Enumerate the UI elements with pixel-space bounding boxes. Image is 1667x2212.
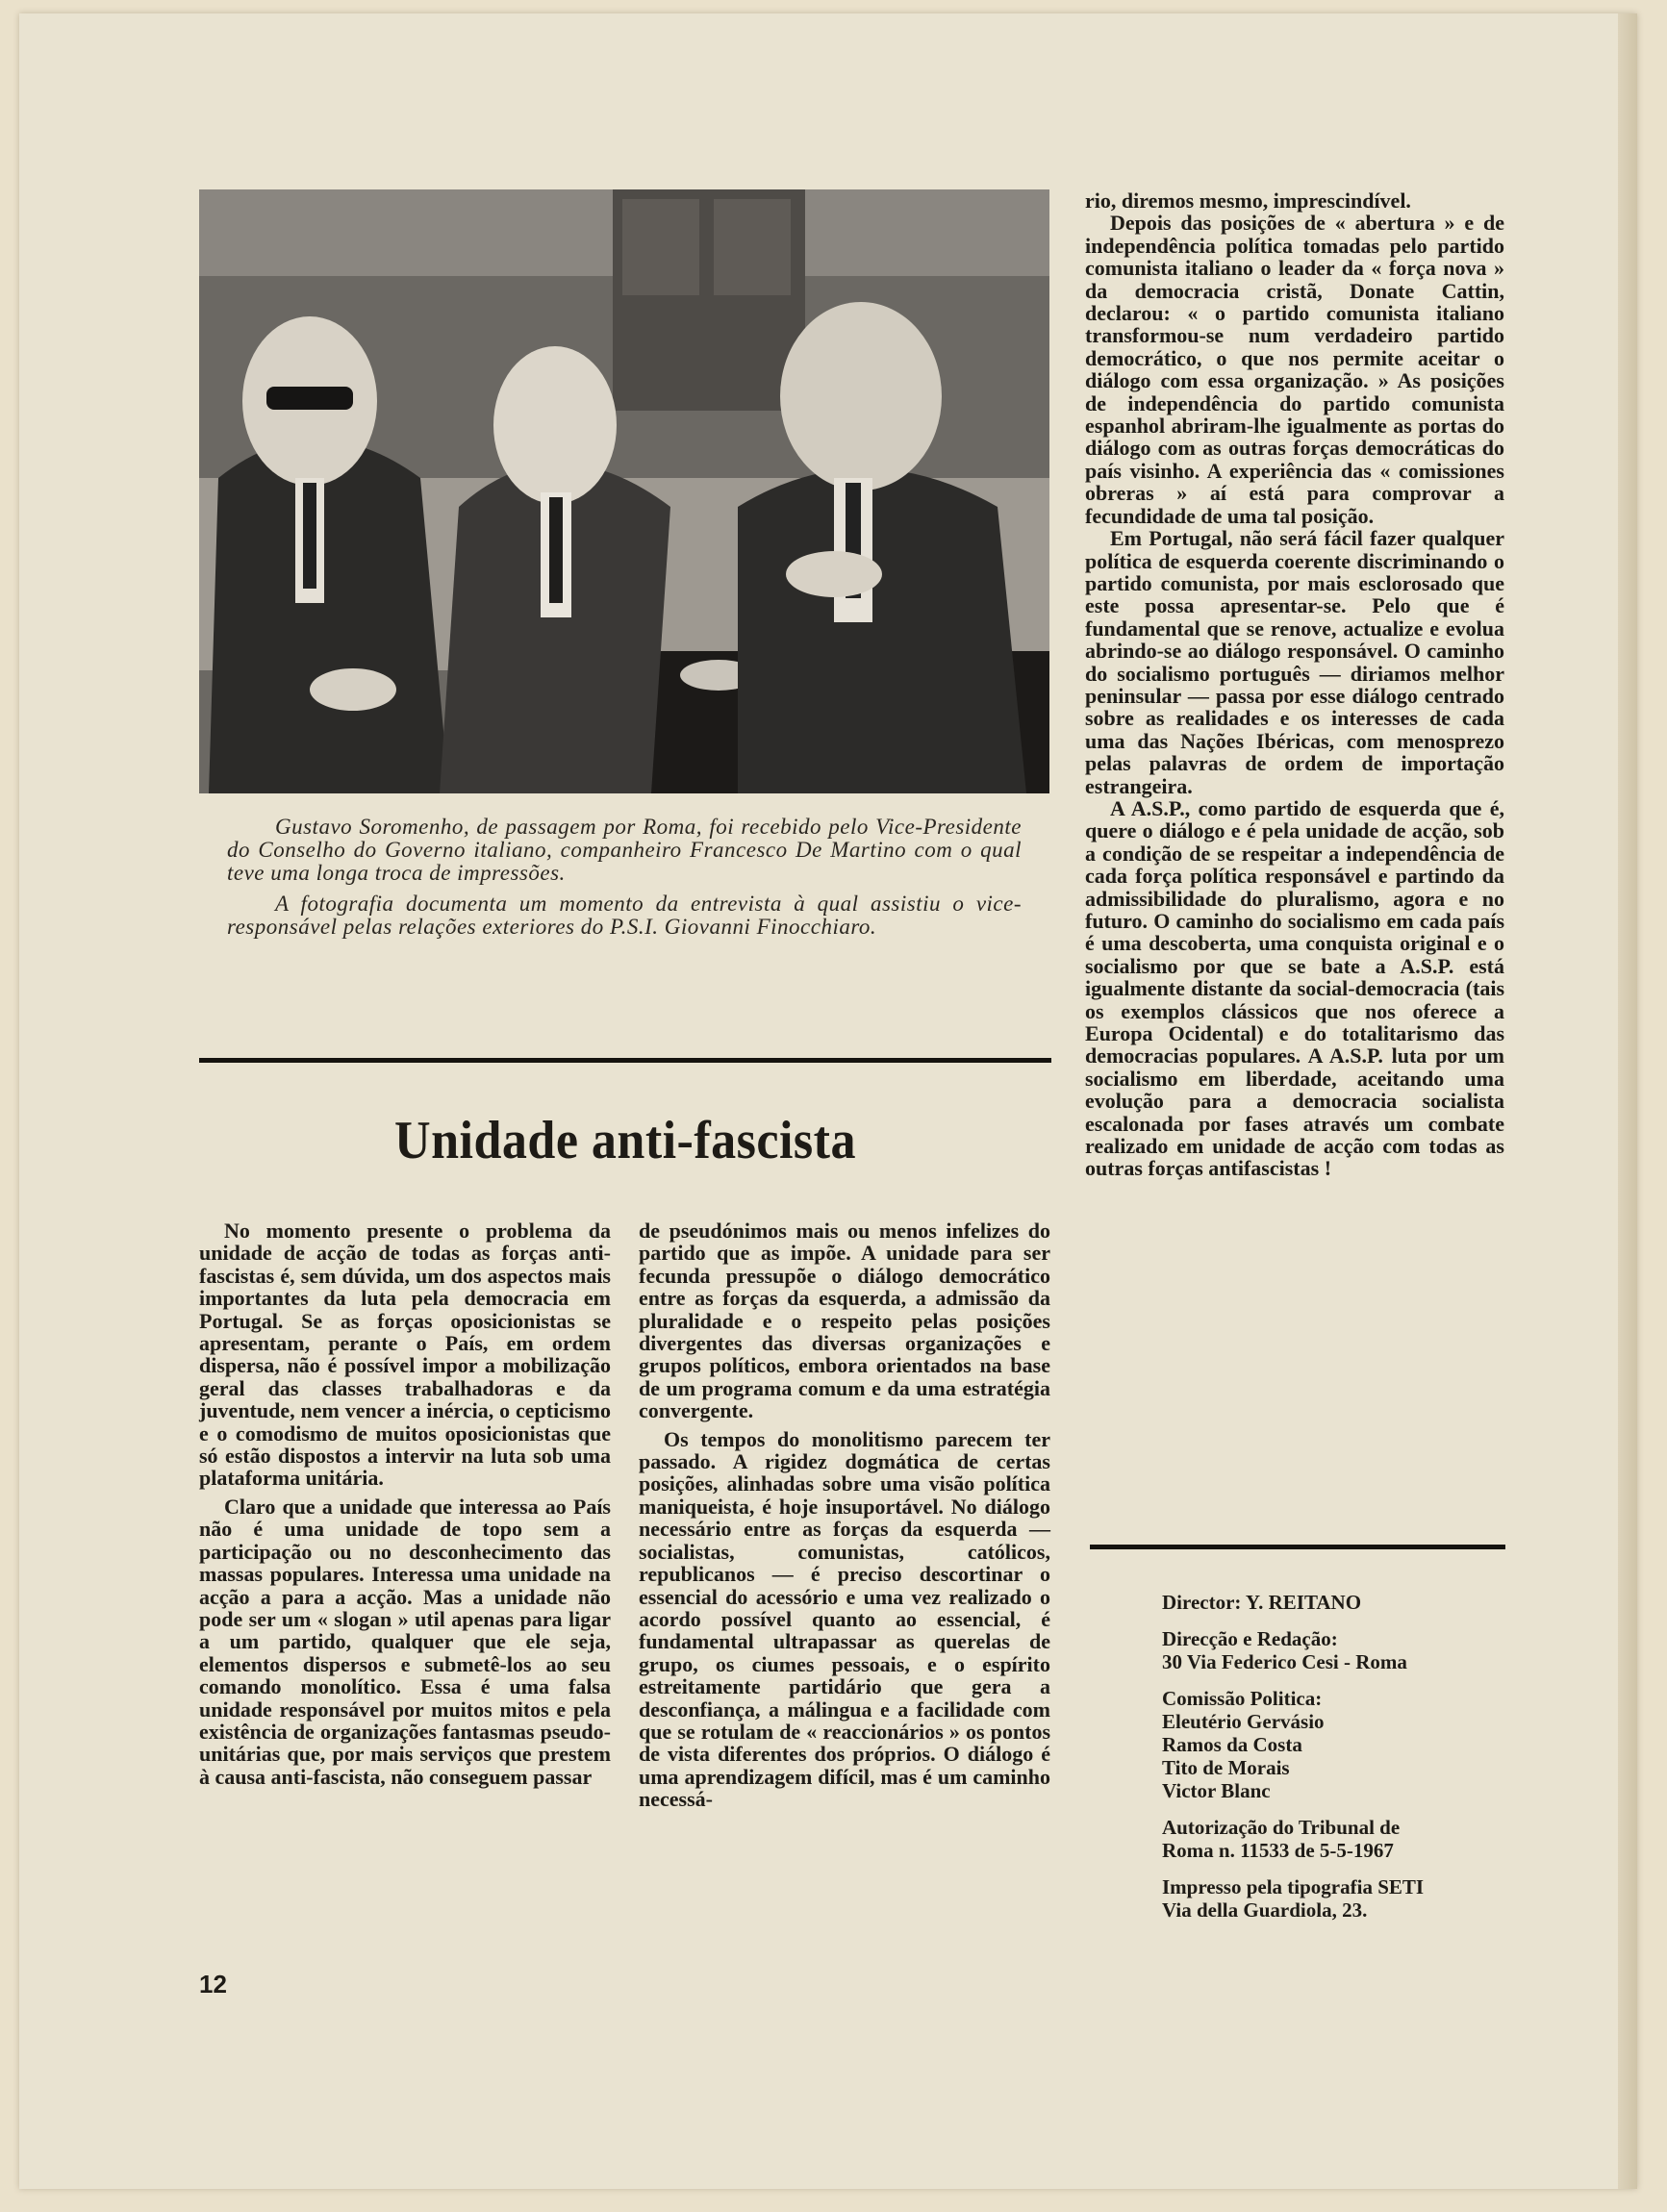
printer-line: Impresso pela tipografia SETI [1162,1875,1425,1898]
article-paragraph: No momento presente o problema da unidade de acção de todas as forças anti-fascistas é, sem dúvida, um dos aspectos mais importantes da luta pela democracia em Portugal. Se as forças oposicionistas se apresentam, perante o País, em ordem dispersa, não é possível impor a mobilização geral das classes trabalhadoras e da juventude, nem vencer a inércia, o cepticismo e o comodismo de muitos oposicionistas que só estão dispostos a intervir na luta sob uma plataforma unitária. [199,1219,611,1491]
authorization-line: Autorização do Tribunal de [1162,1816,1401,1839]
redaction-address: 30 Via Federico Cesi - Roma [1162,1650,1407,1673]
commission-member: Tito de Morais [1162,1756,1290,1779]
commission-member: Victor Blanc [1162,1779,1271,1802]
masthead-box [1162,1591,1508,1935]
commission-member: Eleutério Gervásio [1162,1710,1325,1733]
printer-block [1162,1875,1508,1922]
photo-caption [227,816,1022,939]
article-paragraph: A A.S.P., como partido de esquerda que é, quere o diálogo e é pela unidade de acção, sob a condição de se respeitar a independência de cada força política responsável e partindo da admissibilidade do pluralismo, agora e no futuro. O caminho do socialismo em cada país é uma descoberta, uma conquista original e o socialismo por que se bate a A.S.P. está igualmente distante da social-democracia (tais os exemplos clássicos que nos oferece a Europa Ocidental) e do totalitarismo das democracias populares. A A.S.P. luta por um socialismo em liberdade, aceitando uma evolução para a democracia socialista escalonada por fases através um combate realizado em unidade de acção com todas as outras forças antifascistas ! [1085,795,1504,1181]
commission-block [1162,1687,1508,1802]
masthead-divider [1090,1545,1505,1549]
article-paragraph: Os tempos do monolitismo parecem ter passado. A rigidez dogmática de certas posições, alinhadas sobre uma visão política maniqueista, é hoje insuportável. No diálogo necessário entre as forças da esquerda — socialistas, comunistas, católicos, republicanos — é preciso descortinar o essencial do acessório e uma vez realizado o acordo possível quanto ao essencial, é fundamental ultrapassar as querelas de grupo, os ciumes pessoais, e o espírito estreitamente partidário que gera a desconfiança, a málingua e a facilidade com que se rotulam de « reaccionários » os pontos de vista diferentes dos próprios. O diálogo é uma aprendizagem difícil, mas é um caminho necessá- [639,1426,1050,1812]
article-paragraph: rio, diremos mesmo, imprescindível. [1085,189,1411,213]
commission-label: Comissão Politica: [1162,1687,1323,1710]
printer-line: Via della Guardiola, 23. [1162,1898,1368,1922]
page-number: 12 [199,1970,227,1998]
redaction-label: Direcção e Redação: [1162,1627,1338,1650]
article-paragraph: Em Portugal, não será fácil fazer qualquer política de esquerda coerente discriminando o partido comunista, por mais esclorosado que este possa apresentar-se. Pelo que é fundamental que se renove, actualize e evolua abrindo-se ao diálogo responsável. O caminho do socialismo português — diriamos melhor peninsular — passa por esse diálogo centrado sobre as realidades e os interesses de cada uma das Nações Ibéricas, com menosprezo pelas palavras de ordem de importação estrangeira. [1085,526,1504,798]
article-paragraph: Depois das posições de « abertura » e de independência política tomadas pelo partido comunista italiano o leader da « força nova » da democracia cristã, Donate Cattin, declarou: « o partido comunista italiano transformou-se num verdadeiro partido democrático, o que nos permite aceitar o diálogo com essa organização. » As posições de independência do partido comunista espanhol abriram-lhe igualmente as portas do diálogo com as outras forças democráticas do país visinho. A experiência das « comissiones obreras » aí está para comprovar a fecundidade de uma tal posição. [1085,211,1504,528]
redaction-block [1162,1627,1508,1673]
article-headline: Unidade anti-fascista [394,1111,856,1170]
article-column-1 [199,1219,611,1788]
page-edge [1618,13,1637,2189]
caption-paragraph: Gustavo Soromenho, de passagem por Roma, foi recebido pelo Vice-Presidente do Conselho do Governo italiano, companheiro Francesco De Martino com o qual teve uma longa troca de impressões. [227,815,1022,885]
article-paragraph: de pseudónimos mais ou menos infelizes do partido que as impõe. A unidade para ser fecunda pressupõe o diálogo democrático entre as forças da esquerda, a admissão da pluralidade e o respeito pelas posições divergentes das diversas organizações e grupos políticos, embora orientados na base de um programa comum e da uma estratégia convergente. [639,1219,1050,1423]
article-paragraph: Claro que a unidade que interessa ao País não é uma unidade de topo sem a participação ou no desconhecimento das massas populares. Interessa uma unidade na acção a para a acção. Mas a unidade não pode ser um « slogan » util apenas para ligar a um partido, qualquer que ele seja, elementos dispersos e submetê-los ao seu comando monolítico. Essa é uma falsa unidade responsável por muitos mitos e pela existência de organizações fantasmas pseudo-unitárias que, por mais serviços que prestem à causa anti-fascista, não conseguem passar [199,1494,611,1789]
authorization-block [1162,1816,1508,1862]
photo-three-men-seated [199,189,1049,793]
commission-member: Ramos da Costa [1162,1733,1302,1756]
authorization-line: Roma n. 11533 de 5-5-1967 [1162,1839,1394,1862]
article-column-3 [1085,189,1504,1180]
article-column-2 [639,1219,1050,1811]
director-line: Director: Y. REITANO [1162,1591,1362,1614]
photo-illustration [199,189,1049,793]
caption-paragraph: A fotografia documenta um momento da entrevista à qual assistiu o vice-responsável pelas relações exteriores do P.S.I. Giovanni Finocchiaro. [227,892,1022,939]
section-divider [199,1058,1051,1063]
